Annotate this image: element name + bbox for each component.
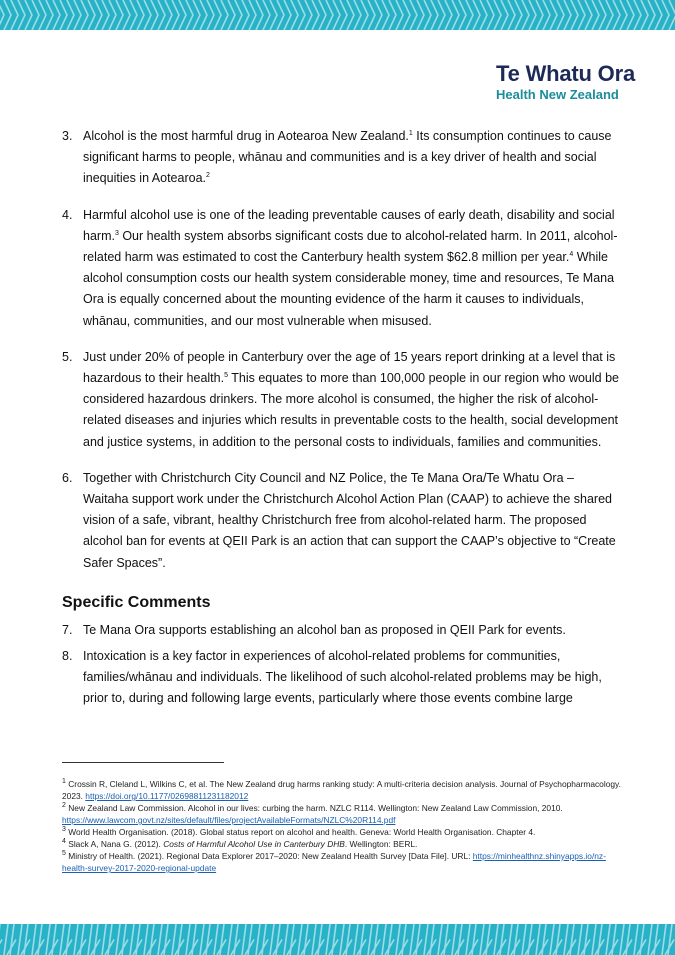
pattern-motif	[200, 924, 212, 955]
pattern-motif	[424, 924, 436, 955]
pattern-motif	[550, 924, 562, 955]
pattern-motif	[102, 924, 114, 955]
pattern-motif	[186, 924, 198, 955]
pattern-motif	[648, 0, 662, 30]
pattern-motif	[508, 924, 520, 955]
pattern-motif	[172, 0, 186, 30]
pattern-motif	[466, 0, 480, 30]
footnote-text: Ministry of Health. (2021). Regional Data Explorer 2017–2020: New Zealand Health Survey [Data File]. URL:	[68, 851, 473, 861]
footnote-ref: 5	[224, 371, 228, 379]
pattern-motif	[186, 0, 200, 30]
pattern-motif	[60, 924, 72, 955]
item-number: 6.	[62, 470, 73, 485]
pattern-motif	[172, 924, 184, 955]
pattern-motif	[578, 0, 592, 30]
list-item	[62, 646, 622, 710]
pattern-motif	[466, 924, 478, 955]
kowhaiwhai-pattern	[0, 0, 675, 30]
pattern-motif	[620, 0, 634, 30]
pattern-motif	[270, 0, 284, 30]
pattern-motif	[158, 924, 170, 955]
footnote-number: 5	[62, 850, 66, 858]
pattern-motif	[382, 0, 396, 30]
pattern-motif	[438, 924, 450, 955]
pattern-motif	[18, 0, 32, 30]
footnote	[62, 778, 622, 802]
header-pattern-band	[0, 0, 675, 30]
footnote-ref: 2	[206, 172, 210, 180]
pattern-motif	[242, 924, 254, 955]
pattern-motif	[648, 924, 660, 955]
pattern-motif	[480, 924, 492, 955]
pattern-motif	[396, 0, 410, 30]
list-item	[62, 126, 622, 190]
footnotes	[62, 778, 622, 874]
pattern-motif	[144, 924, 156, 955]
item-text: Our health system absorbs significant costs due to alcohol-related harm. In 2011, alcohol-related harm was estimated to cost the Canterbury health system $62.8 million per year.	[83, 228, 618, 265]
item-text: Just under 20% of people in Canterbury over the age of 15 years report drinking at a level that is hazardous to their health.	[83, 349, 616, 386]
pattern-motif	[74, 924, 86, 955]
logo-subtitle: Health New Zealand	[496, 87, 619, 102]
footnote-separator	[62, 762, 224, 763]
pattern-motif	[508, 0, 522, 30]
pattern-motif	[46, 0, 60, 30]
list-item	[62, 620, 622, 641]
pattern-motif	[620, 924, 632, 955]
footnote-number: 3	[62, 826, 66, 834]
item-text: Together with Christchurch City Council and NZ Police, the Te Mana Ora/Te Whatu Ora – Waitaha support work under the Christchurch Alcohol Action Plan (CAAP) to achieve the shared vision of a safe, vibrant, healthy Christchurch free from alcohol-related harm. The proposed alcohol ban for events at QEII Park is an action that can support the CAAP’s objective to “Create Safer Spaces”.	[83, 470, 616, 570]
pattern-motif	[312, 0, 326, 30]
item-text: Intoxication is a key factor in experiences of alcohol-related problems for communities, families/whānau and individuals. The likelihood of such alcohol-related problems may be high, prior to, during and following large events, particularly where those events combine large	[83, 649, 602, 706]
pattern-motif	[424, 0, 438, 30]
pattern-motif	[592, 924, 604, 955]
pattern-motif	[606, 0, 620, 30]
footnote-link[interactable]: https://doi.org/10.1177/02698811231182012	[85, 791, 249, 801]
pattern-motif	[116, 924, 128, 955]
pattern-motif	[298, 0, 312, 30]
pattern-motif	[130, 0, 144, 30]
pattern-motif	[116, 0, 130, 30]
pattern-motif	[228, 924, 240, 955]
item-number: 4.	[62, 207, 73, 222]
item-text: While alcohol consumption costs our health system considerable money, time and resources, Te Mana Ora is equally concerned about the mounting evidence of the harm it causes to individuals, whānau, communities, and our most vulnerable when misused.	[83, 250, 615, 328]
pattern-motif	[452, 924, 464, 955]
pattern-motif	[368, 0, 382, 30]
pattern-motif	[312, 924, 324, 955]
pattern-motif	[564, 0, 578, 30]
pattern-motif	[662, 924, 674, 955]
pattern-motif	[0, 0, 4, 30]
pattern-motif	[564, 924, 576, 955]
pattern-motif	[102, 0, 116, 30]
pattern-motif	[256, 0, 270, 30]
document-body	[62, 126, 622, 710]
item-number: 5.	[62, 349, 73, 364]
pattern-motif	[326, 924, 338, 955]
pattern-motif	[340, 924, 352, 955]
pattern-motif	[214, 0, 228, 30]
pattern-motif	[32, 924, 44, 955]
pattern-motif	[284, 924, 296, 955]
pattern-motif	[410, 924, 422, 955]
pattern-motif	[550, 0, 564, 30]
pattern-motif	[634, 924, 646, 955]
pattern-motif	[4, 0, 18, 30]
pattern-motif	[242, 0, 256, 30]
pattern-motif	[536, 924, 548, 955]
footnote-text: World Health Organisation. (2018). Global status report on alcohol and health. Geneva: World Health Organisation. Chapter 4.	[68, 827, 536, 837]
footer-pattern-band	[0, 924, 675, 955]
pattern-motif	[340, 0, 354, 30]
pattern-motif	[606, 924, 618, 955]
logo-title: Te Whatu Ora	[496, 61, 635, 86]
footnote-title: Costs of Harmful Alcohol Use in Canterbury DHB	[163, 839, 345, 849]
footnote-text: New Zealand Law Commission. Alcohol in our lives: curbing the harm. NZLC R114. Wellington: New Zealand Law Commission, 2010.	[68, 803, 563, 813]
pattern-motif	[18, 924, 30, 955]
pattern-motif	[74, 0, 88, 30]
list-item	[62, 205, 622, 332]
footnote-text: Crossin R, Cleland L, Wilkins C, et al. The New Zealand drug harms ranking study: A multi-criteria decision analysis. Journal of Psychopharmacology. 2023.	[62, 779, 621, 801]
pattern-motif	[382, 924, 394, 955]
pattern-motif	[88, 0, 102, 30]
footnote-ref: 1	[408, 129, 413, 137]
pattern-motif	[480, 0, 494, 30]
footnote	[62, 826, 622, 838]
pattern-motif	[354, 0, 368, 30]
pattern-motif	[326, 0, 340, 30]
pattern-motif	[452, 0, 466, 30]
pattern-motif	[0, 924, 2, 955]
pattern-motif	[592, 0, 606, 30]
pattern-motif	[270, 924, 282, 955]
pattern-motif	[634, 0, 648, 30]
pattern-motif	[256, 924, 268, 955]
pattern-motif	[214, 924, 226, 955]
item-number: 7.	[62, 622, 73, 637]
footnote-text: . Wellington: BERL.	[344, 839, 418, 849]
pattern-motif	[522, 924, 534, 955]
footnote	[62, 850, 622, 874]
pattern-motif	[32, 0, 46, 30]
te-whatu-ora-logo	[496, 62, 635, 102]
item-text: Te Mana Ora supports establishing an alcohol ban as proposed in QEII Park for events.	[83, 622, 566, 637]
list-item	[62, 468, 622, 574]
pattern-motif	[578, 924, 590, 955]
pattern-motif	[130, 924, 142, 955]
item-text: Alcohol is the most harmful drug in Aotearoa New Zealand.	[83, 129, 409, 143]
footnote-number: 4	[62, 838, 66, 846]
footnote-ref: 4	[569, 250, 574, 258]
item-number: 8.	[62, 649, 73, 664]
pattern-motif	[228, 0, 242, 30]
item-text: Harmful alcohol use is one of the leading preventable causes of early death, disability and social harm.	[83, 207, 615, 243]
pattern-motif	[200, 0, 214, 30]
footnote-number: 1	[62, 778, 66, 786]
footnote	[62, 802, 622, 826]
kowhaiwhai-pattern	[0, 924, 675, 955]
pattern-motif	[522, 0, 536, 30]
pattern-motif	[60, 0, 74, 30]
pattern-motif	[354, 924, 366, 955]
pattern-motif	[494, 0, 508, 30]
item-text: This equates to more than 100,000 people in our region who would be considered hazardous drinkers. The more alcohol is consumed, the higher the risk of alcohol-related diseases and injuries which results in preventable costs to the health, social development and justice systems, in addition to the personal costs to individuals, families and communities.	[83, 371, 619, 449]
item-number: 3.	[62, 129, 73, 143]
footnote-ref: 3	[114, 229, 119, 237]
footnote-text: Slack A, Nana G. (2012).	[68, 839, 164, 849]
footnote-link[interactable]: https://minhealthnz.shinyapps.io/nz-health-survey-2017-2020-regional-update	[62, 851, 606, 873]
pattern-motif	[46, 924, 58, 955]
pattern-motif	[410, 0, 424, 30]
pattern-motif	[536, 0, 550, 30]
pattern-motif	[284, 0, 298, 30]
pattern-motif	[368, 924, 380, 955]
pattern-motif	[662, 0, 675, 30]
pattern-motif	[88, 924, 100, 955]
pattern-motif	[4, 924, 16, 955]
pattern-motif	[144, 0, 158, 30]
pattern-motif	[298, 924, 310, 955]
list-item	[62, 347, 622, 453]
pattern-motif	[438, 0, 452, 30]
pattern-motif	[158, 0, 172, 30]
footnote	[62, 838, 622, 850]
pattern-motif	[396, 924, 408, 955]
pattern-motif	[494, 924, 506, 955]
section-heading: Specific Comments	[62, 593, 211, 611]
footnote-link[interactable]: https://www.lawcom.govt.nz/sites/default/files/projectAvailableFormats/NZLC%20R114.pdf	[62, 815, 396, 825]
footnote-number: 2	[62, 802, 66, 810]
item-text: Its consumption continues to cause significant harms to people, whānau and communities and is a key driver of health and social inequities in Aotearoa.	[83, 129, 612, 186]
